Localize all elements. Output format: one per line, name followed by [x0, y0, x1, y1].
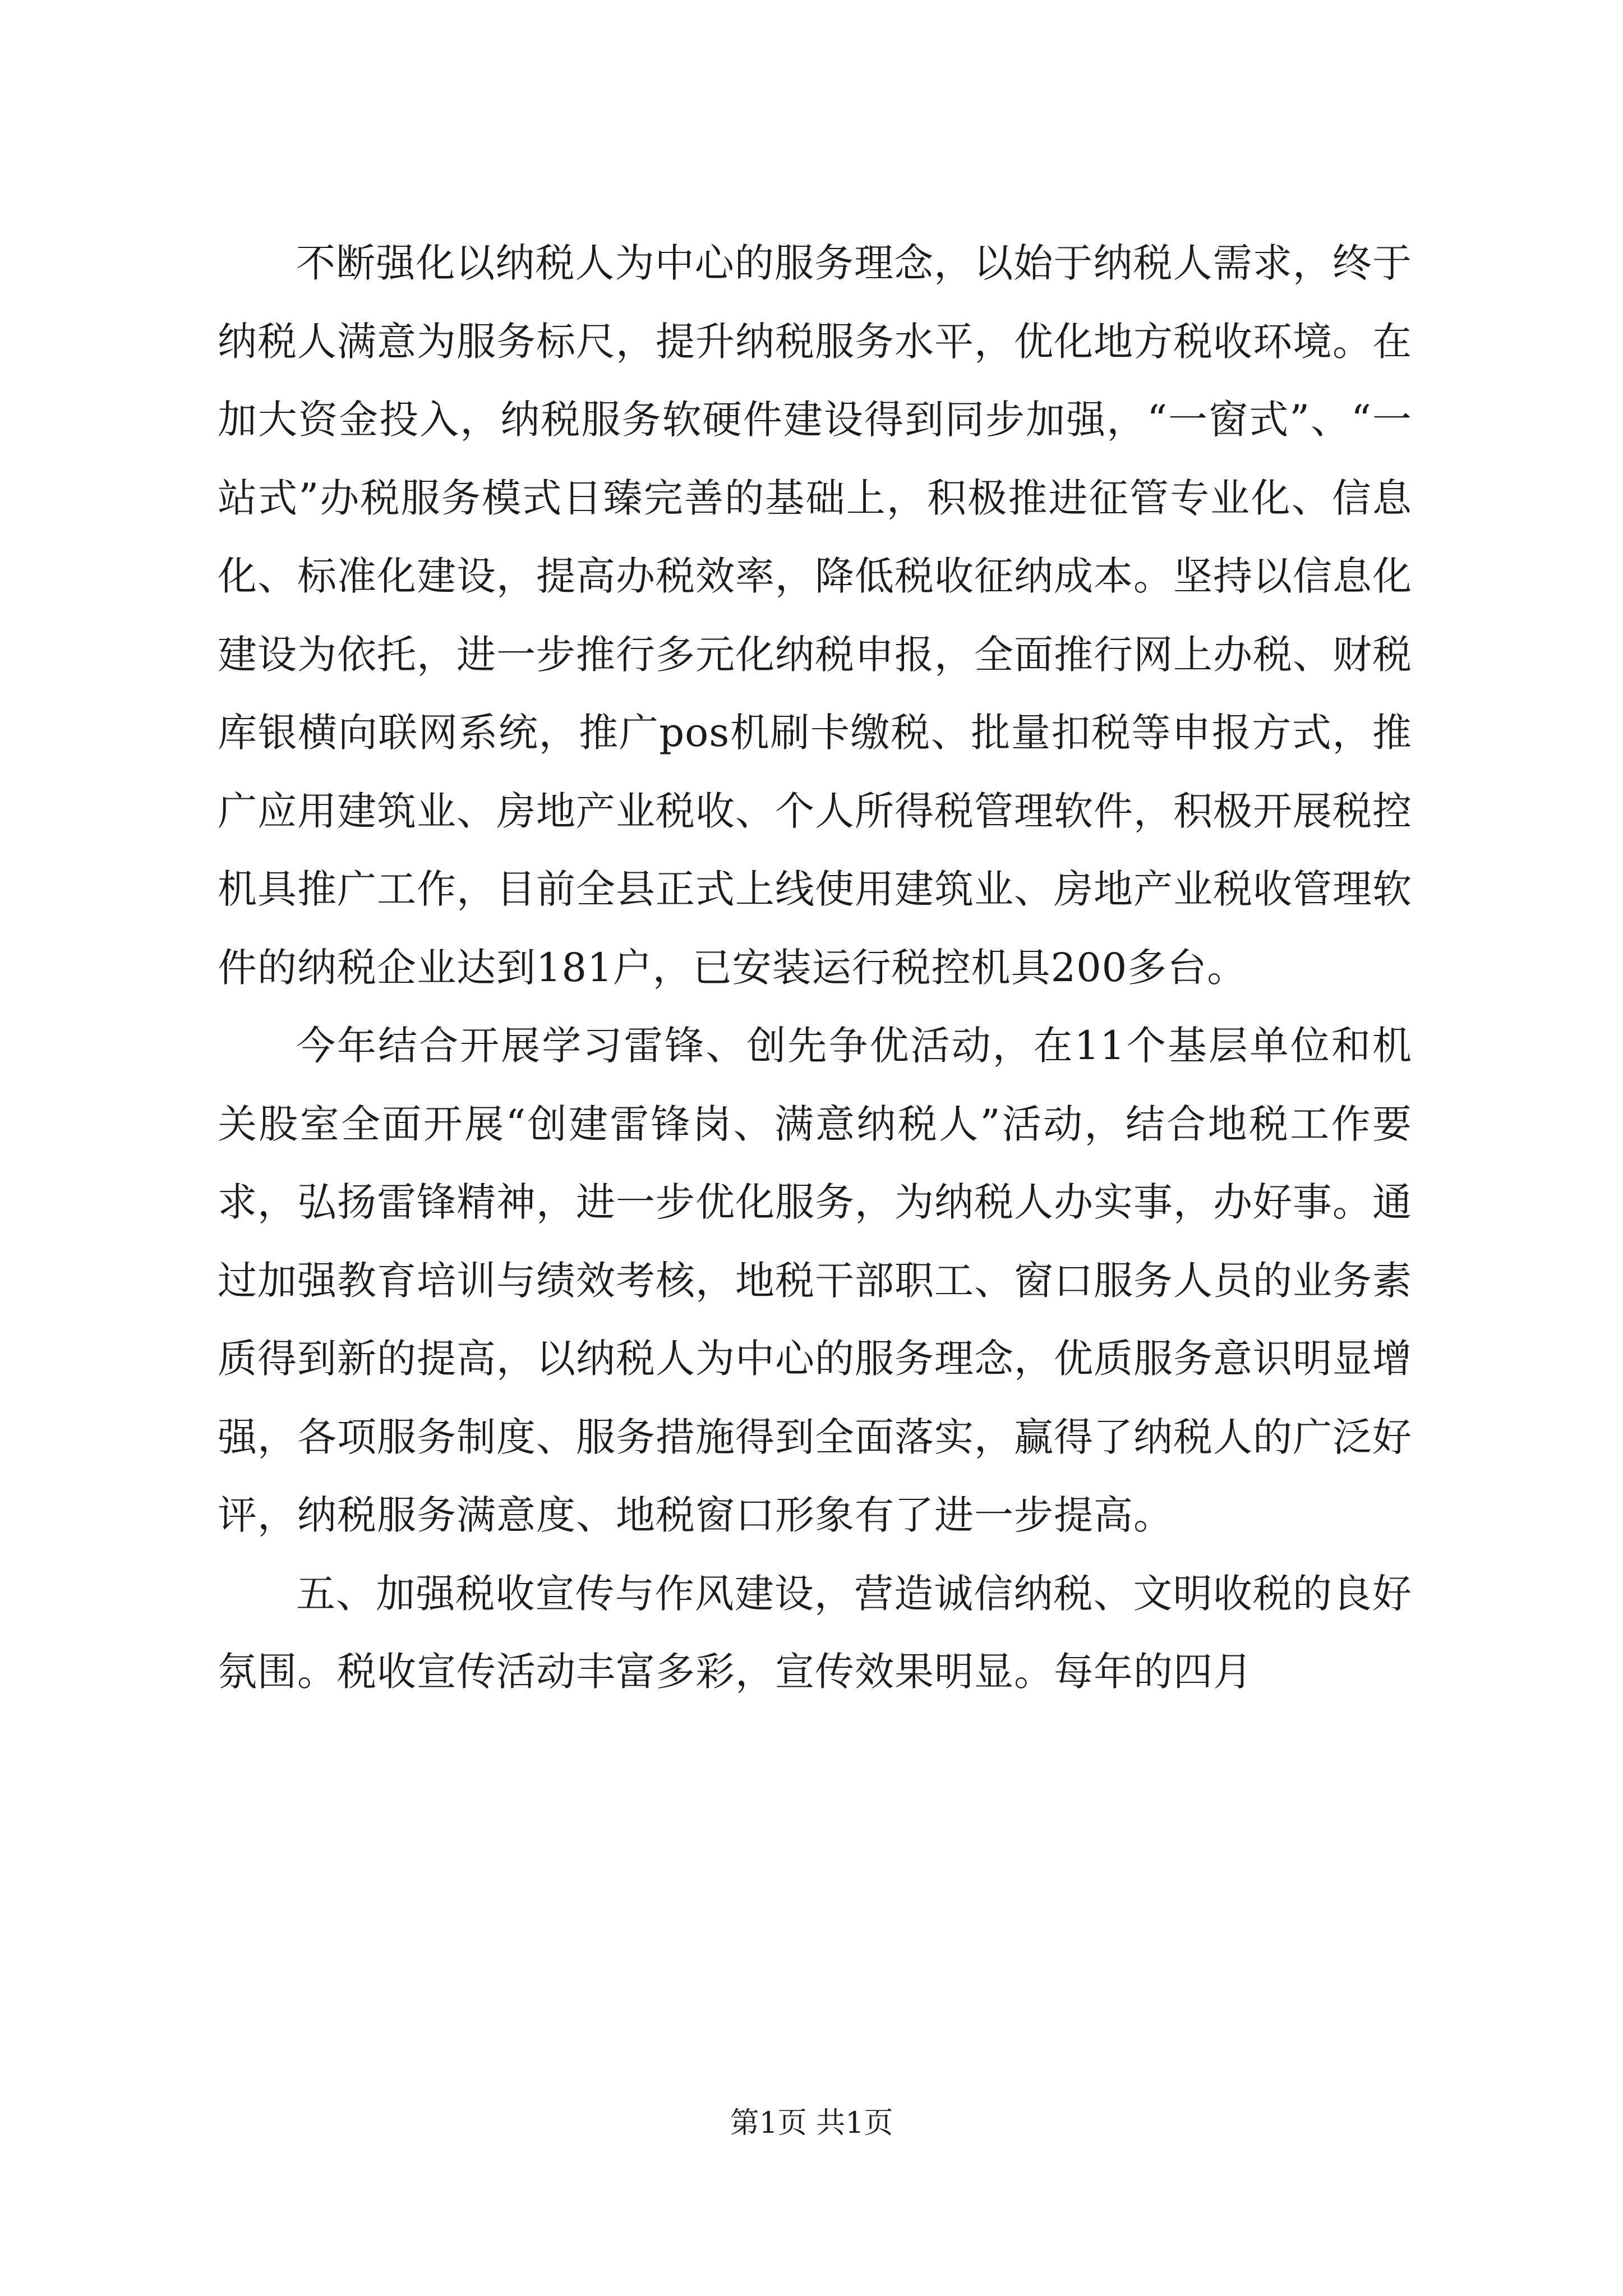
document-body [218, 224, 1412, 1711]
paragraph: 今年结合开展学习雷锋、创先争优活动，在11个基层单位和机关股室全面开展“创建雷锋岗、满意纳税人”活动，结合地税工作要求，弘扬雷锋精神，进一步优化服务，为纳税人办实事，办好事。通过加强教育培训与绩效考核，地税干部职工、窗口服务人员的业务素质得到新的提高，以纳税人为中心的服务理念，优质服务意识明显增强，各项服务制度、服务措施得到全面落实，赢得了纳税人的广泛好评，纳税服务满意度、地税窗口形象有了进一步提高。 [218, 1023, 1412, 1538]
paragraph: 不断强化以纳税人为中心的服务理念，以始于纳税人需求，终于纳税人满意为服务标尺，提升纳税服务水平，优化地方税收环境。在加大资金投入，纳税服务软硬件建设得到同步加强，“一窗式”、“一站式”办税服务模式日臻完善的基础上，积极推进征管专业化、信息化、标准化建设，提高办税效率，降低税收征纳成本。坚持以信息化建设为依托，进一步推行多元化纳税申报，全面推行网上办税、财税库银横向联网系统，推广pos机刷卡缴税、批量扣税等申报方式，推广应用建筑业、房地产业税收、个人所得税管理软件，积极开展税控机具推广工作，目前全县正式上线使用建筑业、房地产业税收管理软件的纳税企业达到181户，已安装运行税控机具200多台。 [218, 240, 1412, 991]
paragraph: 五、加强税收宣传与作风建设，营造诚信纳税、文明收税的良好氛围。税收宣传活动丰富多彩，宣传效果明显。每年的四月 [218, 1570, 1412, 1695]
page-footer: 第1页 共1页 [730, 2106, 893, 2140]
